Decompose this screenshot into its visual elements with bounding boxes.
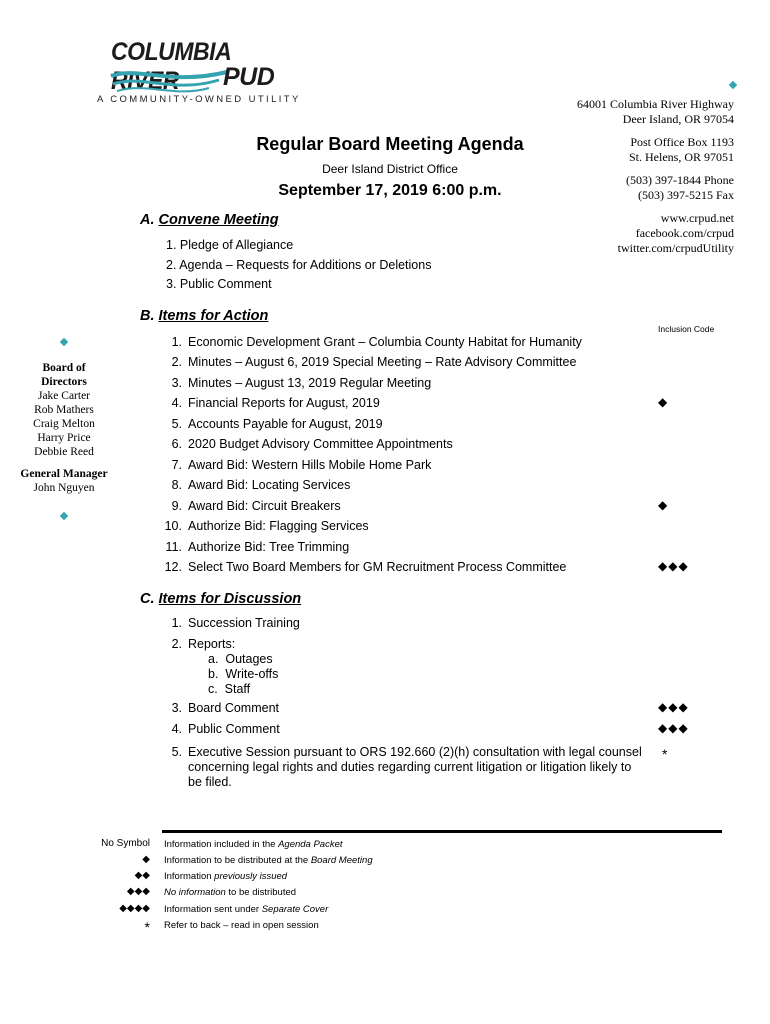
legend-text-pre: Refer to back – read in open session — [164, 920, 319, 931]
list-number: 4. — [171, 396, 182, 410]
section-b-title: Items for Action — [158, 308, 269, 324]
legend-symbol: * — [144, 919, 150, 935]
list-item — [160, 458, 431, 472]
fax: (503) 397-5215 Fax — [638, 188, 734, 202]
inclusion-code: * — [662, 746, 668, 762]
inclusion-code: ◆◆◆ — [658, 700, 689, 714]
board-member: Debbie Reed — [34, 446, 94, 458]
legend-text-pre: Information included in the — [164, 839, 279, 850]
list-item — [160, 478, 350, 492]
list-item — [160, 335, 582, 349]
pobox-line1: Post Office Box 1193 — [630, 135, 734, 149]
list-number: 12. — [164, 560, 182, 574]
list-item: 1. Succession Training — [171, 616, 300, 630]
section-a-heading — [140, 212, 279, 228]
list-number: 1. — [171, 335, 182, 349]
list-item — [160, 355, 576, 369]
list-number: 11. — [165, 540, 182, 554]
teal-diamond-icon — [60, 512, 68, 520]
list-item-text: Award Bid: Circuit Breakers — [188, 499, 341, 513]
legend-text-post: to be distributed — [225, 887, 297, 898]
list-number: 2. — [171, 355, 182, 369]
address-line1: 64001 Columbia River Highway — [577, 97, 734, 111]
legend-symbol: ◆◆◆ — [126, 886, 150, 897]
board-heading-line1: Board of — [42, 362, 86, 374]
list-item-text: Award Bid: Locating Services — [188, 478, 351, 492]
legend-text-em: Agenda Packet — [278, 839, 343, 850]
legend-description — [164, 904, 328, 915]
website-link[interactable]: www.crpud.net — [660, 211, 734, 225]
meeting-location: Deer Island District Office — [322, 162, 458, 176]
logo — [95, 30, 301, 110]
legend-symbol: No Symbol — [101, 838, 150, 849]
list-item-text: Economic Development Grant – Columbia County Habitat for Humanity — [188, 335, 582, 349]
list-item: 2. Reports: — [171, 637, 236, 651]
legend-description — [164, 855, 373, 866]
list-item — [160, 499, 341, 513]
legend-symbol: ◆◆◆◆ — [119, 903, 150, 914]
list-item-text: Minutes – August 13, 2019 Regular Meeting — [188, 376, 432, 390]
list-number: 10. — [164, 519, 182, 533]
gm-name: John Nguyen — [33, 482, 95, 494]
section-c-heading — [140, 591, 301, 607]
twitter-link[interactable]: twitter.com/crpudUtility — [617, 241, 734, 255]
list-item: 3. Public Comment — [166, 277, 272, 291]
legend-description — [164, 871, 287, 882]
list-item-text: Select Two Board Members for GM Recruitment Process Committee — [188, 560, 567, 574]
sub-list-item: b. Write-offs — [208, 667, 279, 681]
address-line2: Deer Island, OR 97054 — [622, 112, 734, 126]
sub-list-item: a. Outages — [208, 652, 273, 666]
legend-description — [164, 920, 319, 931]
board-heading-line2: Directors — [41, 376, 87, 388]
list-item — [160, 560, 566, 574]
list-number: 5. — [171, 417, 182, 431]
legend-text-em: Board Meeting — [310, 855, 373, 866]
logo-tagline: A COMMUNITY-OWNED UTILITY — [97, 94, 301, 105]
section-a-title: Convene Meeting — [158, 212, 279, 228]
list-item — [160, 519, 369, 533]
gm-heading: General Manager — [20, 468, 108, 480]
logo-line2: PUD — [223, 63, 275, 91]
list-item: 5. Executive Session pursuant to ORS 192.660 (2)(h) consultation with legal counsel concerning legal rights and duties regarding current litigation or litigation likely to be filed. — [171, 745, 642, 789]
board-member: Craig Melton — [33, 418, 95, 430]
legend-description — [164, 839, 343, 850]
list-item-text: Minutes – August 6, 2019 Special Meeting – Rate Advisory Committee — [188, 355, 577, 369]
contact-block — [577, 97, 734, 256]
list-number: 9. — [171, 499, 182, 513]
list-item-text: Financial Reports for August, 2019 — [188, 396, 380, 410]
board-member: Harry Price — [37, 432, 91, 444]
list-item: 4. Public Comment — [171, 722, 280, 736]
list-item-text: Award Bid: Western Hills Mobile Home Park — [188, 458, 432, 472]
teal-diamond-icon — [60, 338, 68, 346]
list-item — [160, 396, 380, 410]
section-c-letter: C. — [140, 591, 155, 607]
list-number: 6. — [171, 437, 182, 451]
legend-text-pre: Information — [164, 871, 215, 882]
legend-text-pre: Information sent under — [164, 904, 262, 915]
legend-text-pre: Information to be distributed at the — [164, 855, 311, 866]
section-a-letter: A. — [140, 212, 155, 228]
legend-symbol: ◆ — [142, 854, 150, 865]
list-number: 3. — [171, 376, 182, 390]
inclusion-code: ◆◆◆ — [658, 559, 689, 573]
list-number: 7. — [171, 458, 182, 472]
list-item-text: 2020 Budget Advisory Committee Appointments — [188, 437, 453, 451]
legend-text-em: Separate Cover — [261, 904, 329, 915]
list-item — [160, 417, 383, 431]
list-item — [160, 376, 431, 390]
page-title: Regular Board Meeting Agenda — [256, 134, 524, 154]
board-sidebar — [9, 361, 119, 495]
legend-description — [164, 887, 296, 898]
inclusion-code: ◆ — [658, 395, 669, 409]
inclusion-code-label: Inclusion Code — [658, 324, 715, 334]
section-b-heading — [140, 308, 268, 324]
logo-line1: COLUMBIA RIVER — [111, 38, 231, 95]
sub-list-item: c. Staff — [208, 682, 251, 696]
legend-divider — [162, 830, 722, 833]
list-number: 8. — [171, 478, 182, 492]
teal-diamond-icon — [729, 81, 737, 89]
phone: (503) 397-1844 Phone — [626, 173, 734, 187]
list-item-text: Accounts Payable for August, 2019 — [188, 417, 383, 431]
legend-symbol: ◆◆ — [134, 870, 150, 881]
board-member: Jake Carter — [37, 390, 91, 402]
facebook-link[interactable]: facebook.com/crpud — [635, 226, 734, 240]
list-item: 1. Pledge of Allegiance — [166, 238, 294, 252]
section-b-letter: B. — [140, 308, 155, 324]
list-item: 2. Agenda – Requests for Additions or Deletions — [166, 258, 432, 272]
list-item-text: Authorize Bid: Tree Trimming — [188, 540, 350, 554]
meeting-date: September 17, 2019 6:00 p.m. — [278, 182, 502, 199]
list-item — [160, 437, 453, 451]
list-item — [160, 540, 349, 554]
section-c-title: Items for Discussion — [158, 591, 302, 607]
pobox-line2: St. Helens, OR 97051 — [629, 150, 734, 164]
inclusion-code: ◆ — [658, 498, 669, 512]
legend-text-em: previously issued — [214, 871, 288, 882]
list-item-text: Authorize Bid: Flagging Services — [188, 519, 369, 533]
inclusion-code: ◆◆◆ — [658, 721, 689, 735]
board-member: Rob Mathers — [34, 404, 94, 416]
legend-text-em: No information — [164, 887, 226, 898]
list-item: 3. Board Comment — [171, 701, 280, 715]
